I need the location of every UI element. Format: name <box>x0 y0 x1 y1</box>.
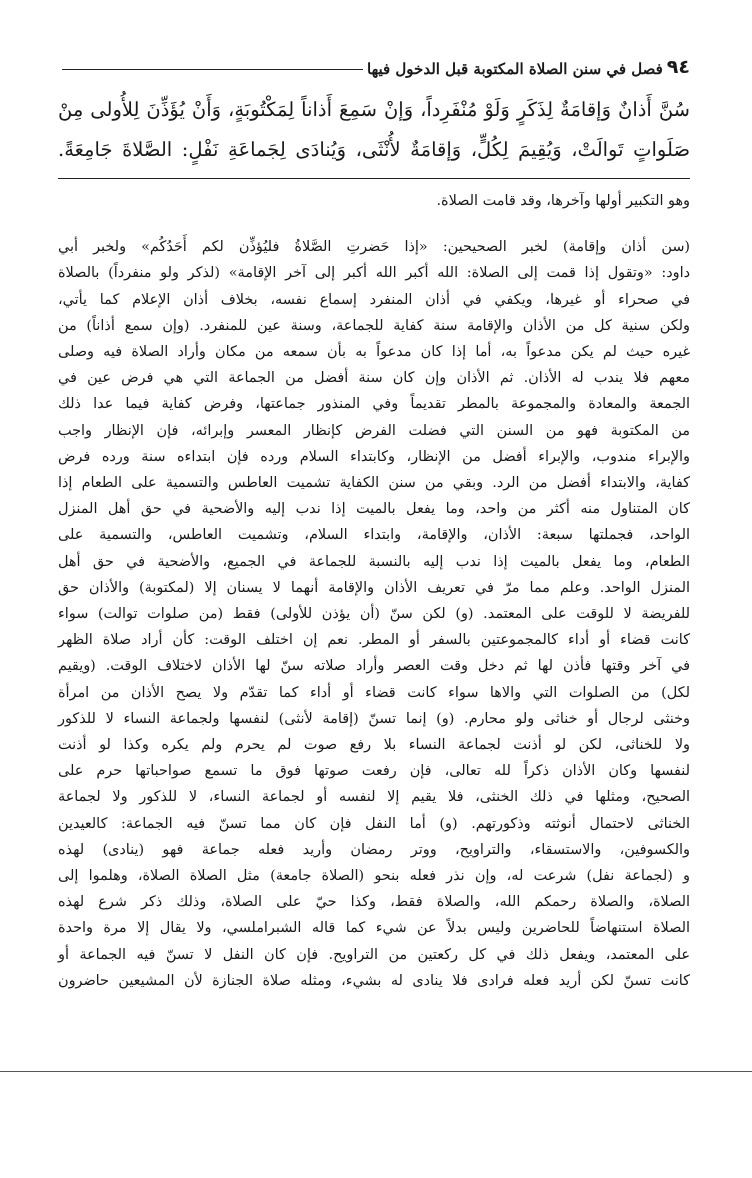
page-bottom-rule <box>0 1071 752 1072</box>
sharh-body <box>58 234 690 994</box>
sharh-line: داود: «وتقول إذا قمت إلى الصلاة: الله أكبر الله أكبر إلى آخر الإقامة» (لذكر ولو منفرداً) بالصلاة <box>58 265 690 282</box>
sharh-line: وخنثى لرجال أو خناثى ولو محارم. (و) إنما تسنّ (إقامة لأنثى) لنفسها ولجماعة النساء لا للذكور <box>58 710 690 727</box>
sharh-line: غيره حيث لم يكن مدعواً به، أما إذا كان مدعواً به بأن سمعه من مكان وأراد الصلاة فيه وصلى <box>58 344 690 361</box>
matn-text <box>58 90 690 170</box>
sharh-line: والإبراء مندوب، والإبراء أفضل من الإنظار، وكابتداء السلام ورده فإن ابتداءه سنة ورده فرض <box>58 448 690 465</box>
sharh-line: للفريضة لا للوقت على المعتمد. (و) لكن سنّ (أن يؤذن للأولى) فقط (من صلوات توالت) سواء <box>58 606 690 623</box>
sharh-text <box>58 188 690 994</box>
sharh-line: كانت قضاء أو أداء كالمجموعتين بالسفر أو المطر. نعم إن اختلف الوقت: كأن أراد صلاة الظهر <box>58 632 690 649</box>
page-number: ٩٤ <box>666 56 690 78</box>
sharh-continuation: وهو التكبير أولها وآخرها، وقد قامت الصلاة. <box>436 193 690 209</box>
sharh-line: الجمعة والمعادة والمجموعة بالمطر تقديماً وفي المنذور جماعتها، وفرض كفاية فيما عدا ذلك <box>58 396 690 413</box>
sharh-line: الواحد، فجملتها سبعة: الأذان، والإقامة، وابتداء السلام، وتشميت العاطس، والتسمية على <box>58 527 690 544</box>
sharh-line: الصلاة، والصلاة رحمكم الله، والصلاة فقط، وكذا حيّ على الصلاة، وذلك ذكر شرع لهذه <box>58 894 690 911</box>
sharh-line: المنزل الواحد. وعلم مما مرّ في تعريف الأذان والإقامة أنهما لا يسنان إلا (لمكتوبة) والأذان حق <box>58 579 690 596</box>
sharh-line: معهم فلا يندب له الأذان. ثم الأذان وإن كان سنة أفضل من الجماعة التي هي فرض عين في <box>58 370 690 387</box>
sharh-line: الصحيح، ومثلها في ذلك الخنثى، فلا يقيم إلا لنفسه أو لجماعة النساء، لا للذكور ولا لجماعة <box>58 789 690 806</box>
sharh-line: (سن أذان وإقامة) لخبر الصحيحين: «إذا حَضرتِ الصَّلاةُ فليُؤذِّن لكم أَحَدُكُم» ولخبر أبي <box>58 239 690 256</box>
sharh-line: ولا للخناثى، لكن لو أذنت لجماعة النساء بلا رفع صوت لم يحرم ولم يكره وكذا لو أذنت <box>58 737 690 754</box>
sharh-line: و (لجماعة نفل) شرعت له، وإن نذر فعله بنحو (الصلاة جامعة) مثل الصلاة الصلاة، وهلموا إلى <box>58 868 690 885</box>
sharh-line: في آخر وقتها فأذن لها ثم دخل وقت العصر وأراد صلاته سنّ لها الأذان لاختلاف الوقت. (ويقيم <box>58 658 690 675</box>
sharh-line: كان المتناول منه أكثر من واحد، وما يفعل بالميت إذا ندب إليه والأضحية في حق أهل المنزل <box>58 501 690 518</box>
sharh-line: ولكن سنية كل من الأذان والإقامة سنة كفاية للجماعة، وسنة عين للمنفرد. (وإن سمع أذاناً) من <box>58 317 690 334</box>
running-header <box>58 44 690 78</box>
sharh-line: في صحراء أو غيرها، ويكفي في أذان المنفرد إسماع نفسه، بخلاف أذان الإعلام كما يأتي، <box>58 291 690 308</box>
sharh-line: والكسوفين، والاستسقاء، والتراويح، ووتر رمضان وأريد فعله جماعة فهو (ينادى) لهذه <box>58 841 690 858</box>
header-rule <box>62 69 363 70</box>
sharh-line: الخناثى لاحتمال أنوثته وذكورتهم. (و) أما النفل فإن كان مما تسنّ فيه الجماعة: كالعيدين <box>58 815 690 832</box>
sharh-line: من المكتوبة فهو من السنن التي فضلت الفرض كإنظار المعسر وإبرائه، فإن الإنظار واجب <box>58 422 690 439</box>
sharh-line: الصلاة استنهاضاً للحاضرين وليس بدلاً عن شيء كما قاله الشبراملسي، ولا يقال إلا مرة واحدة <box>58 920 690 937</box>
matn-line: سُنَّ أَذانٌ وَإقامَةٌ لِذَكَرٍ وَلَوْ مُنْفَرِداً، وَإنْ سَمِعَ أَذاناً لِمَكْتُوبَةٍ، وَأَنْ يُؤَذِّنَ لِلأُولى مِنْ <box>58 98 690 121</box>
matn-separator <box>58 178 690 179</box>
matn-line: صَلَواتٍ تَوالَتْ، وَيُقِيمَ لِكُلٍّ، وَإقامَةٌ لأُنْثَى، وَيُنادَى لِجَماعَةِ نَفْلٍ: الصَّلاةَ جَامِعَةً. <box>58 138 690 161</box>
sharh-line: على المعتمد، ويفعل ذلك في كل ركعتين من التراويح. فإن كان النفل لا تسنّ فيه الجماعة أو <box>58 946 690 963</box>
sharh-line: الطعام، وما يفعل بالميت إذا ندب إليه بالنسبة للجماعة في الجميع، والأضحية في حق أهل <box>58 553 690 570</box>
sharh-line: كانت تسنّ لكن أريد فعله فرادى فلا ينادى له بشيء، ومثله صلاة الجنازة لأن المشيعين حاضرون <box>58 972 690 989</box>
chapter-title: فصل في سنن الصلاة المكتوبة قبل الدخول فيها <box>367 60 663 78</box>
sharh-line: كفاية، والابتداء أفضل من الرد. وبقي من سنن الكفاية تشميت العاطس والتسمية على الطعام إذا <box>58 475 690 492</box>
sharh-line: لكل) من الصلوات التي والاها سواء كانت قضاء أو أداء كما تقدّم ولا يصح الأذان من امرأة <box>58 684 690 701</box>
sharh-line: لنفسها وكان الأذان ذكراً لله تعالى، فإن رفعت صوتها فوق ما تسمع صواحباتها حرم على <box>58 763 690 780</box>
